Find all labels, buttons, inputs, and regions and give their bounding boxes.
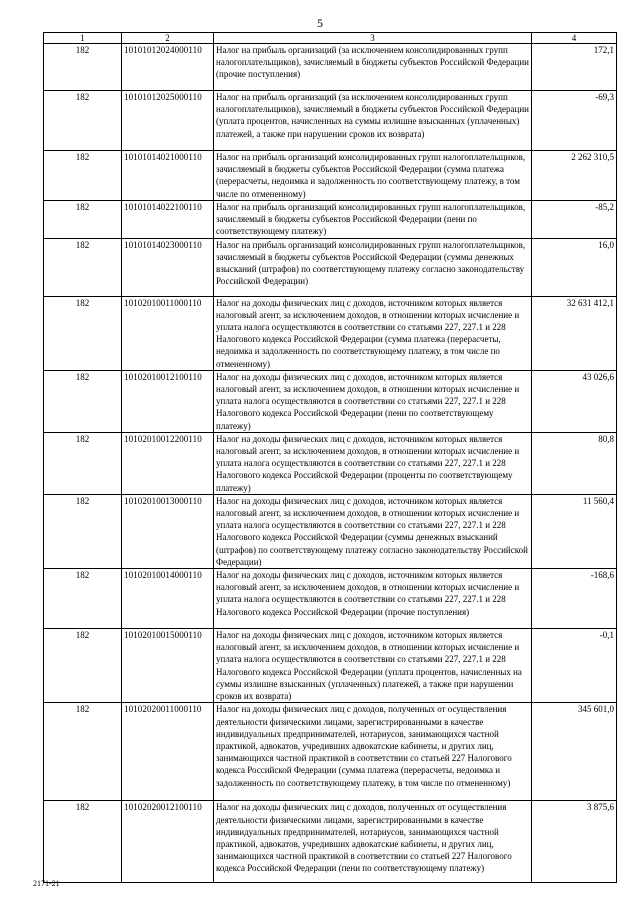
table-row bbox=[44, 91, 617, 151]
kbk-cell: 10102010013000110 bbox=[122, 494, 214, 568]
column-header-2: 2 bbox=[122, 33, 214, 44]
table-row bbox=[44, 201, 617, 239]
table-row bbox=[44, 569, 617, 629]
amount-cell: 3 875,6 bbox=[532, 801, 617, 883]
description-cell: Налог на доходы физических лиц с доходов, источником которых является налоговый агент, за исключением доходов, в отношении которых исчисление и уплата налога осуществляются в соответствии со статьями 227, 227.1 и 228 Налогового кодекса Российской Федерации (проценты по соответствующему платежу) bbox=[214, 432, 532, 494]
amount-cell: 172,1 bbox=[532, 44, 617, 91]
document-footer-code: 2171-21 bbox=[33, 879, 60, 888]
kbk-cell: 10102010014000110 bbox=[122, 569, 214, 629]
kbk-cell: 10102020011000110 bbox=[122, 703, 214, 801]
admin-code-cell: 182 bbox=[44, 151, 122, 201]
table-row bbox=[44, 432, 617, 494]
amount-cell: 16,0 bbox=[532, 238, 617, 296]
kbk-cell: 10101014022100110 bbox=[122, 201, 214, 239]
admin-code-cell: 182 bbox=[44, 44, 122, 91]
table-row bbox=[44, 370, 617, 432]
table-header-row bbox=[44, 33, 617, 44]
kbk-cell: 10101012025000110 bbox=[122, 91, 214, 151]
kbk-cell: 10102010011000110 bbox=[122, 296, 214, 370]
amount-cell: -0,1 bbox=[532, 629, 617, 703]
table-row bbox=[44, 296, 617, 370]
table-row bbox=[44, 238, 617, 296]
admin-code-cell: 182 bbox=[44, 432, 122, 494]
kbk-cell: 10102010012200110 bbox=[122, 432, 214, 494]
description-cell: Налог на доходы физических лиц с доходов, источником которых является налоговый агент, за исключением доходов, в отношении которых исчисление и уплата налога осуществляются в соответствии со статьями 227, 227.1 и 228 Налогового кодекса Российской Федерации (пени по соответствующему платежу) bbox=[214, 370, 532, 432]
description-cell: Налог на доходы физических лиц с доходов, источником которых является налоговый агент, за исключением доходов, в отношении которых исчисление и уплата налога осуществляются в соответствии со статьями 227, 227.1 и 228 Налогового кодекса Российской Федерации (прочие поступления) bbox=[214, 569, 532, 629]
column-header-4: 4 bbox=[532, 33, 617, 44]
kbk-cell: 10102010015000110 bbox=[122, 629, 214, 703]
revenue-table bbox=[43, 32, 617, 883]
admin-code-cell: 182 bbox=[44, 569, 122, 629]
column-header-1: 1 bbox=[44, 33, 122, 44]
amount-cell: 11 560,4 bbox=[532, 494, 617, 568]
admin-code-cell: 182 bbox=[44, 296, 122, 370]
kbk-cell: 10102020012100110 bbox=[122, 801, 214, 883]
admin-code-cell: 182 bbox=[44, 629, 122, 703]
admin-code-cell: 182 bbox=[44, 801, 122, 883]
kbk-cell: 10101014021000110 bbox=[122, 151, 214, 201]
table-row bbox=[44, 801, 617, 883]
table-row bbox=[44, 151, 617, 201]
description-cell: Налог на доходы физических лиц с доходов, полученных от осуществления деятельности физическими лицами, зарегистрированными в качестве индивидуальных предпринимателей, нотариусов, занимающихся частной практикой, адвокатов, учредивших адвокатские кабинеты, и других лиц, занимающихся частной практикой в соответствии со статьей 227 Налогового кодекса Российской Федерации (пени по соответствующему платежу) bbox=[214, 801, 532, 883]
description-cell: Налог на прибыль организаций (за исключением консолидированных групп налогоплательщиков), зачисляемый в бюджеты субъектов Российской Федерации (прочие поступления) bbox=[214, 44, 532, 91]
amount-cell: 32 631 412,1 bbox=[532, 296, 617, 370]
admin-code-cell: 182 bbox=[44, 370, 122, 432]
admin-code-cell: 182 bbox=[44, 238, 122, 296]
amount-cell: 80,8 bbox=[532, 432, 617, 494]
kbk-cell: 10101012024000110 bbox=[122, 44, 214, 91]
amount-cell: 43 026,6 bbox=[532, 370, 617, 432]
kbk-cell: 10102010012100110 bbox=[122, 370, 214, 432]
amount-cell: -69,3 bbox=[532, 91, 617, 151]
admin-code-cell: 182 bbox=[44, 91, 122, 151]
table-row bbox=[44, 44, 617, 91]
description-cell: Налог на прибыль организаций (за исключением консолидированных групп налогоплательщиков), зачисляемый в бюджеты субъектов Российской Федерации (уплата процентов, начисленных на суммы излишне взысканных (уплаченных) платежей, а также при нарушении сроков их возврата) bbox=[214, 91, 532, 151]
kbk-cell: 10101014023000110 bbox=[122, 238, 214, 296]
amount-cell: 345 601,0 bbox=[532, 703, 617, 801]
amount-cell: -85,2 bbox=[532, 201, 617, 239]
table-row bbox=[44, 703, 617, 801]
admin-code-cell: 182 bbox=[44, 494, 122, 568]
description-cell: Налог на доходы физических лиц с доходов, полученных от осуществления деятельности физическими лицами, зарегистрированными в качестве индивидуальных предпринимателей, нотариусов, занимающихся частной практикой, адвокатов, учредивших адвокатские кабинеты, и других лиц, занимающихся частной практикой в соответствии со статьей 227 Налогового кодекса Российской Федерации (сумма платежа (перерасчеты, недоимка и задолженность по соответствующему платежу, в том числе по отмененному) bbox=[214, 703, 532, 801]
table-row bbox=[44, 629, 617, 703]
description-cell: Налог на доходы физических лиц с доходов, источником которых является налоговый агент, за исключением доходов, в отношении которых исчисление и уплата налога осуществляются в соответствии со статьями 227, 227.1 и 228 Налогового кодекса Российской Федерации (уплата процентов, начисленных на суммы излишне взысканных (уплаченных) платежей, а также при нарушении сроков их возврата) bbox=[214, 629, 532, 703]
description-cell: Налог на доходы физических лиц с доходов, источником которых является налоговый агент, за исключением доходов, в отношении которых исчисление и уплата налога осуществляются в соответствии со статьями 227, 227.1 и 228 Налогового кодекса Российской Федерации (сумма платежа (перерасчеты, недоимка и задолженность по соответствующему платежу, в том числе по отмененному) bbox=[214, 296, 532, 370]
amount-cell: 2 262 310,5 bbox=[532, 151, 617, 201]
column-header-3: 3 bbox=[214, 33, 532, 44]
admin-code-cell: 182 bbox=[44, 201, 122, 239]
description-cell: Налог на прибыль организаций консолидированных групп налогоплательщиков, зачисляемый в бюджеты субъектов Российской Федерации (пени по соответствующему платежу) bbox=[214, 201, 532, 239]
amount-cell: -168,6 bbox=[532, 569, 617, 629]
description-cell: Налог на доходы физических лиц с доходов, источником которых является налоговый агент, за исключением доходов, в отношении которых исчисление и уплата налога осуществляются в соответствии со статьями 227, 227.1 и 228 Налогового кодекса Российской Федерации (суммы денежных взысканий (штрафов) по соответствующему платежу согласно законодательству Российской Федерации) bbox=[214, 494, 532, 568]
table-row bbox=[44, 494, 617, 568]
description-cell: Налог на прибыль организаций консолидированных групп налогоплательщиков, зачисляемый в бюджеты субъектов Российской Федерации (сумма платежа (перерасчеты, недоимка и задолженность по соответствующему платежу, в том числе по отмененному) bbox=[214, 151, 532, 201]
page-number: 5 bbox=[317, 16, 323, 30]
description-cell: Налог на прибыль организаций консолидированных групп налогоплательщиков, зачисляемый в бюджеты субъектов Российской Федерации (суммы денежных взысканий (штрафов) по соответствующему платежу согласно законодательству Российской Федерации) bbox=[214, 238, 532, 296]
admin-code-cell: 182 bbox=[44, 703, 122, 801]
